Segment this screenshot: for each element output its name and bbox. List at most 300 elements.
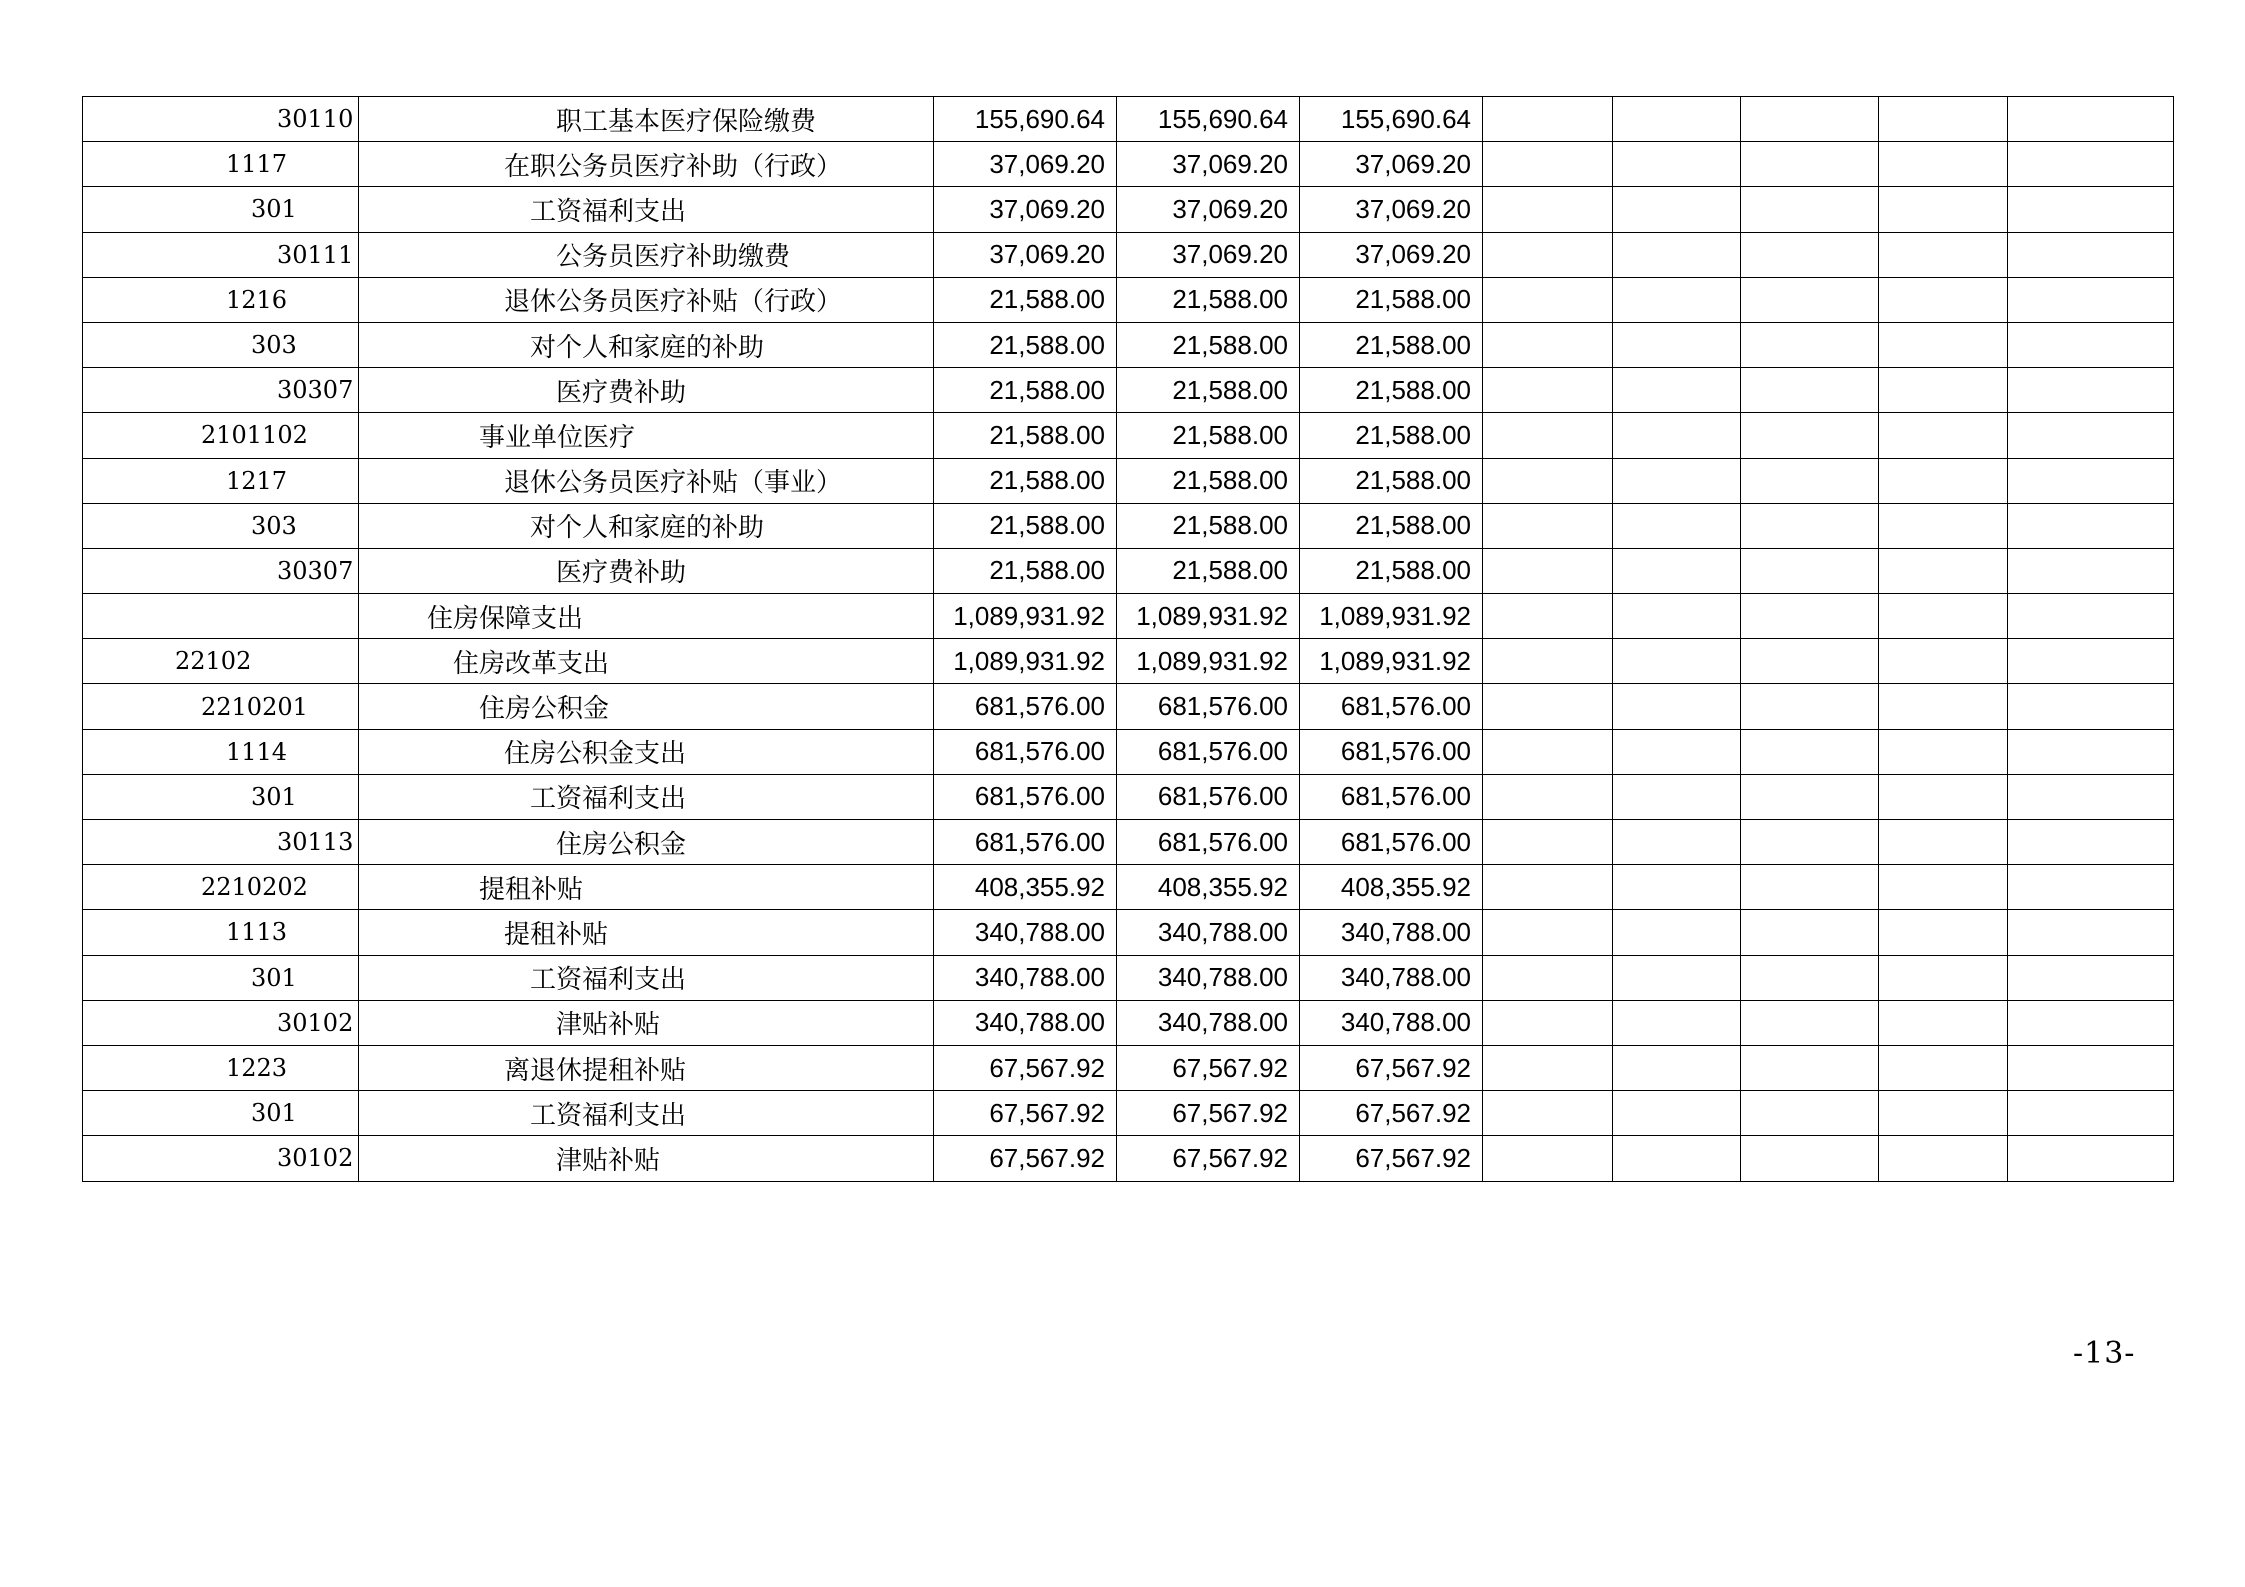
empty-cell-4 bbox=[1879, 142, 2008, 187]
amount-cell-2: 681,576.00 bbox=[1117, 774, 1300, 819]
empty-cell-2 bbox=[1613, 910, 1741, 955]
empty-cell-1 bbox=[1483, 684, 1613, 729]
empty-cell-2 bbox=[1613, 820, 1741, 865]
empty-cell-4 bbox=[1879, 955, 2008, 1000]
empty-cell-2 bbox=[1613, 729, 1741, 774]
account-code-cell bbox=[83, 1000, 359, 1045]
empty-cell-3 bbox=[1741, 1136, 1879, 1181]
account-name-cell bbox=[359, 774, 934, 819]
account-code: 1223 bbox=[226, 1054, 288, 1083]
empty-cell-5 bbox=[2008, 232, 2174, 277]
table-row bbox=[83, 368, 2174, 413]
amount-cell-2: 340,788.00 bbox=[1117, 1000, 1300, 1045]
empty-cell-3 bbox=[1741, 1045, 1879, 1090]
amount-cell-2: 681,576.00 bbox=[1117, 729, 1300, 774]
account-code-cell bbox=[83, 729, 359, 774]
empty-cell-1 bbox=[1483, 322, 1613, 367]
empty-cell-1 bbox=[1483, 97, 1613, 142]
amount-cell-1: 21,588.00 bbox=[934, 503, 1117, 548]
empty-cell-5 bbox=[2008, 910, 2174, 955]
empty-cell-4 bbox=[1879, 232, 2008, 277]
amount-cell-1: 21,588.00 bbox=[934, 413, 1117, 458]
account-code: 301 bbox=[251, 195, 297, 224]
empty-cell-3 bbox=[1741, 142, 1879, 187]
amount-cell-2: 67,567.92 bbox=[1117, 1091, 1300, 1136]
account-code: 2210202 bbox=[201, 873, 308, 902]
empty-cell-3 bbox=[1741, 277, 1879, 322]
amount-cell-3: 21,588.00 bbox=[1300, 413, 1483, 458]
table-row bbox=[83, 142, 2174, 187]
amount-cell-3: 681,576.00 bbox=[1300, 684, 1483, 729]
empty-cell-4 bbox=[1879, 413, 2008, 458]
empty-cell-5 bbox=[2008, 820, 2174, 865]
account-code: 30307 bbox=[277, 376, 354, 405]
empty-cell-2 bbox=[1613, 142, 1741, 187]
amount-cell-2: 37,069.20 bbox=[1117, 232, 1300, 277]
account-code: 2210201 bbox=[201, 692, 308, 721]
account-code-cell bbox=[83, 865, 359, 910]
account-name: 津贴补贴 bbox=[556, 1010, 661, 1041]
empty-cell-4 bbox=[1879, 458, 2008, 503]
account-name: 住房公积金支出 bbox=[504, 739, 687, 770]
empty-cell-2 bbox=[1613, 1136, 1741, 1181]
empty-cell-3 bbox=[1741, 458, 1879, 503]
empty-cell-5 bbox=[2008, 1136, 2174, 1181]
empty-cell-1 bbox=[1483, 1136, 1613, 1181]
amount-cell-2: 21,588.00 bbox=[1117, 503, 1300, 548]
account-code-cell bbox=[83, 820, 359, 865]
table-row bbox=[83, 820, 2174, 865]
empty-cell-4 bbox=[1879, 503, 2008, 548]
amount-cell-3: 155,690.64 bbox=[1300, 97, 1483, 142]
empty-cell-5 bbox=[2008, 503, 2174, 548]
account-name-cell bbox=[359, 322, 934, 367]
empty-cell-2 bbox=[1613, 277, 1741, 322]
account-code: 1114 bbox=[226, 737, 288, 766]
empty-cell-4 bbox=[1879, 1045, 2008, 1090]
account-name-cell bbox=[359, 1000, 934, 1045]
table-row bbox=[83, 413, 2174, 458]
table-row bbox=[83, 322, 2174, 367]
empty-cell-3 bbox=[1741, 232, 1879, 277]
empty-cell-3 bbox=[1741, 548, 1879, 593]
account-code: 2101102 bbox=[201, 421, 308, 450]
account-code-cell bbox=[83, 322, 359, 367]
empty-cell-5 bbox=[2008, 368, 2174, 413]
account-name: 工资福利支出 bbox=[530, 1100, 687, 1131]
amount-cell-3: 37,069.20 bbox=[1300, 187, 1483, 232]
empty-cell-4 bbox=[1879, 368, 2008, 413]
empty-cell-5 bbox=[2008, 277, 2174, 322]
amount-cell-2: 408,355.92 bbox=[1117, 865, 1300, 910]
account-code-cell bbox=[83, 684, 359, 729]
table-row bbox=[83, 639, 2174, 684]
amount-cell-1: 408,355.92 bbox=[934, 865, 1117, 910]
table-row bbox=[83, 955, 2174, 1000]
empty-cell-1 bbox=[1483, 277, 1613, 322]
account-code-cell bbox=[83, 955, 359, 1000]
table-row bbox=[83, 277, 2174, 322]
amount-cell-3: 681,576.00 bbox=[1300, 820, 1483, 865]
account-name-cell bbox=[359, 865, 934, 910]
amount-cell-2: 21,588.00 bbox=[1117, 458, 1300, 503]
amount-cell-3: 21,588.00 bbox=[1300, 458, 1483, 503]
amount-cell-1: 681,576.00 bbox=[934, 684, 1117, 729]
account-name-cell bbox=[359, 97, 934, 142]
amount-cell-3: 681,576.00 bbox=[1300, 774, 1483, 819]
empty-cell-3 bbox=[1741, 865, 1879, 910]
empty-cell-5 bbox=[2008, 97, 2174, 142]
account-name-cell bbox=[359, 187, 934, 232]
empty-cell-3 bbox=[1741, 413, 1879, 458]
page-number: -13- bbox=[2073, 1336, 2136, 1371]
empty-cell-5 bbox=[2008, 955, 2174, 1000]
account-name: 退休公务员医疗补贴（事业） bbox=[504, 468, 843, 499]
empty-cell-2 bbox=[1613, 1045, 1741, 1090]
empty-cell-5 bbox=[2008, 1091, 2174, 1136]
amount-cell-3: 340,788.00 bbox=[1300, 955, 1483, 1000]
empty-cell-5 bbox=[2008, 142, 2174, 187]
empty-cell-4 bbox=[1879, 97, 2008, 142]
amount-cell-2: 681,576.00 bbox=[1117, 684, 1300, 729]
table-row bbox=[83, 458, 2174, 503]
empty-cell-5 bbox=[2008, 684, 2174, 729]
amount-cell-2: 155,690.64 bbox=[1117, 97, 1300, 142]
amount-cell-3: 67,567.92 bbox=[1300, 1045, 1483, 1090]
table-row bbox=[83, 684, 2174, 729]
table-row bbox=[83, 774, 2174, 819]
account-code-cell bbox=[83, 187, 359, 232]
account-code: 303 bbox=[251, 331, 297, 360]
account-name-cell bbox=[359, 503, 934, 548]
empty-cell-4 bbox=[1879, 910, 2008, 955]
amount-cell-1: 67,567.92 bbox=[934, 1091, 1117, 1136]
account-code: 30307 bbox=[277, 556, 354, 585]
empty-cell-5 bbox=[2008, 548, 2174, 593]
empty-cell-5 bbox=[2008, 322, 2174, 367]
empty-cell-1 bbox=[1483, 368, 1613, 413]
empty-cell-5 bbox=[2008, 865, 2174, 910]
table-row bbox=[83, 729, 2174, 774]
empty-cell-2 bbox=[1613, 97, 1741, 142]
amount-cell-2: 67,567.92 bbox=[1117, 1045, 1300, 1090]
empty-cell-5 bbox=[2008, 1000, 2174, 1045]
empty-cell-4 bbox=[1879, 684, 2008, 729]
account-code: 30113 bbox=[277, 828, 354, 857]
account-name-cell bbox=[359, 955, 934, 1000]
empty-cell-3 bbox=[1741, 1000, 1879, 1045]
empty-cell-5 bbox=[2008, 774, 2174, 819]
account-code: 30111 bbox=[277, 240, 354, 269]
empty-cell-2 bbox=[1613, 187, 1741, 232]
amount-cell-1: 155,690.64 bbox=[934, 97, 1117, 142]
account-name-cell bbox=[359, 729, 934, 774]
account-code-cell bbox=[83, 594, 359, 639]
empty-cell-1 bbox=[1483, 1045, 1613, 1090]
account-code-cell bbox=[83, 413, 359, 458]
empty-cell-1 bbox=[1483, 865, 1613, 910]
account-name-cell bbox=[359, 684, 934, 729]
amount-cell-3: 340,788.00 bbox=[1300, 910, 1483, 955]
account-name: 退休公务员医疗补贴（行政） bbox=[504, 287, 843, 318]
amount-cell-3: 21,588.00 bbox=[1300, 503, 1483, 548]
empty-cell-4 bbox=[1879, 774, 2008, 819]
empty-cell-1 bbox=[1483, 232, 1613, 277]
empty-cell-1 bbox=[1483, 955, 1613, 1000]
account-name: 提租补贴 bbox=[504, 919, 609, 950]
account-name-cell bbox=[359, 232, 934, 277]
empty-cell-5 bbox=[2008, 458, 2174, 503]
amount-cell-2: 37,069.20 bbox=[1117, 187, 1300, 232]
account-code-cell bbox=[83, 1045, 359, 1090]
account-code: 30110 bbox=[277, 105, 354, 134]
account-name: 事业单位医疗 bbox=[479, 422, 636, 453]
table-row bbox=[83, 232, 2174, 277]
account-code: 301 bbox=[251, 963, 297, 992]
amount-cell-1: 67,567.92 bbox=[934, 1045, 1117, 1090]
account-name: 住房保障支出 bbox=[427, 603, 584, 634]
account-code-cell bbox=[83, 277, 359, 322]
amount-cell-2: 1,089,931.92 bbox=[1117, 594, 1300, 639]
empty-cell-2 bbox=[1613, 368, 1741, 413]
amount-cell-1: 340,788.00 bbox=[934, 955, 1117, 1000]
empty-cell-2 bbox=[1613, 865, 1741, 910]
account-name-cell bbox=[359, 1136, 934, 1181]
account-code: 1113 bbox=[226, 918, 288, 947]
amount-cell-1: 37,069.20 bbox=[934, 142, 1117, 187]
table-row bbox=[83, 503, 2174, 548]
empty-cell-3 bbox=[1741, 729, 1879, 774]
empty-cell-2 bbox=[1613, 639, 1741, 684]
empty-cell-2 bbox=[1613, 503, 1741, 548]
amount-cell-1: 37,069.20 bbox=[934, 187, 1117, 232]
account-name-cell bbox=[359, 142, 934, 187]
empty-cell-3 bbox=[1741, 503, 1879, 548]
empty-cell-2 bbox=[1613, 548, 1741, 593]
account-name: 工资福利支出 bbox=[530, 784, 687, 815]
empty-cell-1 bbox=[1483, 774, 1613, 819]
account-name-cell bbox=[359, 1091, 934, 1136]
account-name: 对个人和家庭的补助 bbox=[530, 513, 765, 544]
empty-cell-5 bbox=[2008, 1045, 2174, 1090]
amount-cell-1: 1,089,931.92 bbox=[934, 639, 1117, 684]
empty-cell-2 bbox=[1613, 232, 1741, 277]
table-row bbox=[83, 910, 2174, 955]
empty-cell-2 bbox=[1613, 684, 1741, 729]
empty-cell-4 bbox=[1879, 1000, 2008, 1045]
empty-cell-1 bbox=[1483, 548, 1613, 593]
account-code: 22102 bbox=[175, 647, 252, 676]
amount-cell-3: 1,089,931.92 bbox=[1300, 639, 1483, 684]
amount-cell-2: 21,588.00 bbox=[1117, 368, 1300, 413]
account-name-cell bbox=[359, 639, 934, 684]
empty-cell-2 bbox=[1613, 774, 1741, 819]
empty-cell-5 bbox=[2008, 413, 2174, 458]
empty-cell-1 bbox=[1483, 1091, 1613, 1136]
empty-cell-2 bbox=[1613, 1091, 1741, 1136]
amount-cell-2: 67,567.92 bbox=[1117, 1136, 1300, 1181]
empty-cell-1 bbox=[1483, 910, 1613, 955]
account-name-cell bbox=[359, 820, 934, 865]
amount-cell-3: 681,576.00 bbox=[1300, 729, 1483, 774]
amount-cell-3: 37,069.20 bbox=[1300, 232, 1483, 277]
table-row bbox=[83, 1000, 2174, 1045]
account-code-cell bbox=[83, 97, 359, 142]
amount-cell-3: 340,788.00 bbox=[1300, 1000, 1483, 1045]
account-code-cell bbox=[83, 639, 359, 684]
table-row bbox=[83, 97, 2174, 142]
account-code-cell bbox=[83, 503, 359, 548]
amount-cell-2: 21,588.00 bbox=[1117, 277, 1300, 322]
empty-cell-5 bbox=[2008, 187, 2174, 232]
amount-cell-2: 21,588.00 bbox=[1117, 322, 1300, 367]
account-name: 工资福利支出 bbox=[530, 196, 687, 227]
amount-cell-1: 67,567.92 bbox=[934, 1136, 1117, 1181]
empty-cell-2 bbox=[1613, 458, 1741, 503]
empty-cell-1 bbox=[1483, 142, 1613, 187]
amount-cell-2: 340,788.00 bbox=[1117, 955, 1300, 1000]
table-row bbox=[83, 1045, 2174, 1090]
empty-cell-1 bbox=[1483, 413, 1613, 458]
empty-cell-4 bbox=[1879, 820, 2008, 865]
table-row bbox=[83, 1091, 2174, 1136]
empty-cell-4 bbox=[1879, 277, 2008, 322]
empty-cell-4 bbox=[1879, 1091, 2008, 1136]
amount-cell-3: 408,355.92 bbox=[1300, 865, 1483, 910]
account-name: 在职公务员医疗补助（行政） bbox=[504, 151, 843, 182]
empty-cell-2 bbox=[1613, 955, 1741, 1000]
amount-cell-1: 681,576.00 bbox=[934, 820, 1117, 865]
amount-cell-1: 37,069.20 bbox=[934, 232, 1117, 277]
empty-cell-2 bbox=[1613, 413, 1741, 458]
account-code: 303 bbox=[251, 511, 297, 540]
empty-cell-5 bbox=[2008, 729, 2174, 774]
amount-cell-1: 681,576.00 bbox=[934, 774, 1117, 819]
amount-cell-1: 21,588.00 bbox=[934, 277, 1117, 322]
account-code: 301 bbox=[251, 1099, 297, 1128]
amount-cell-1: 21,588.00 bbox=[934, 368, 1117, 413]
empty-cell-1 bbox=[1483, 820, 1613, 865]
account-name: 工资福利支出 bbox=[530, 965, 687, 996]
account-name: 住房改革支出 bbox=[453, 648, 610, 679]
account-code-cell bbox=[83, 910, 359, 955]
empty-cell-5 bbox=[2008, 594, 2174, 639]
account-code-cell bbox=[83, 1091, 359, 1136]
empty-cell-2 bbox=[1613, 594, 1741, 639]
empty-cell-5 bbox=[2008, 639, 2174, 684]
amount-cell-2: 340,788.00 bbox=[1117, 910, 1300, 955]
amount-cell-3: 67,567.92 bbox=[1300, 1091, 1483, 1136]
amount-cell-1: 1,089,931.92 bbox=[934, 594, 1117, 639]
account-name-cell bbox=[359, 458, 934, 503]
amount-cell-2: 1,089,931.92 bbox=[1117, 639, 1300, 684]
account-code-cell bbox=[83, 368, 359, 413]
empty-cell-4 bbox=[1879, 639, 2008, 684]
amount-cell-2: 681,576.00 bbox=[1117, 820, 1300, 865]
amount-cell-2: 21,588.00 bbox=[1117, 413, 1300, 458]
amount-cell-3: 21,588.00 bbox=[1300, 548, 1483, 593]
empty-cell-4 bbox=[1879, 322, 2008, 367]
empty-cell-1 bbox=[1483, 729, 1613, 774]
empty-cell-4 bbox=[1879, 729, 2008, 774]
account-code-cell bbox=[83, 232, 359, 277]
empty-cell-3 bbox=[1741, 594, 1879, 639]
account-code: 1216 bbox=[226, 285, 288, 314]
account-name-cell bbox=[359, 413, 934, 458]
empty-cell-4 bbox=[1879, 548, 2008, 593]
amount-cell-2: 21,588.00 bbox=[1117, 548, 1300, 593]
account-name-cell bbox=[359, 910, 934, 955]
empty-cell-3 bbox=[1741, 639, 1879, 684]
table-row bbox=[83, 865, 2174, 910]
empty-cell-3 bbox=[1741, 910, 1879, 955]
empty-cell-3 bbox=[1741, 774, 1879, 819]
account-name-cell bbox=[359, 548, 934, 593]
empty-cell-3 bbox=[1741, 820, 1879, 865]
account-code-cell bbox=[83, 458, 359, 503]
empty-cell-1 bbox=[1483, 458, 1613, 503]
amount-cell-1: 340,788.00 bbox=[934, 910, 1117, 955]
empty-cell-2 bbox=[1613, 1000, 1741, 1045]
table-row bbox=[83, 594, 2174, 639]
empty-cell-4 bbox=[1879, 1136, 2008, 1181]
account-name: 公务员医疗补助缴费 bbox=[556, 242, 791, 273]
budget-table bbox=[82, 96, 2174, 1182]
amount-cell-3: 21,588.00 bbox=[1300, 368, 1483, 413]
account-code: 1117 bbox=[226, 150, 288, 179]
empty-cell-3 bbox=[1741, 1091, 1879, 1136]
empty-cell-3 bbox=[1741, 187, 1879, 232]
empty-cell-3 bbox=[1741, 368, 1879, 413]
empty-cell-1 bbox=[1483, 594, 1613, 639]
amount-cell-3: 1,089,931.92 bbox=[1300, 594, 1483, 639]
table-row bbox=[83, 1136, 2174, 1181]
account-name-cell bbox=[359, 1045, 934, 1090]
empty-cell-2 bbox=[1613, 322, 1741, 367]
empty-cell-1 bbox=[1483, 1000, 1613, 1045]
account-name: 医疗费补助 bbox=[556, 377, 687, 408]
empty-cell-3 bbox=[1741, 684, 1879, 729]
table-row bbox=[83, 548, 2174, 593]
account-name-cell bbox=[359, 594, 934, 639]
amount-cell-2: 37,069.20 bbox=[1117, 142, 1300, 187]
empty-cell-1 bbox=[1483, 187, 1613, 232]
account-code: 30102 bbox=[277, 1008, 354, 1037]
amount-cell-1: 21,588.00 bbox=[934, 458, 1117, 503]
amount-cell-3: 21,588.00 bbox=[1300, 322, 1483, 367]
empty-cell-3 bbox=[1741, 97, 1879, 142]
account-name: 津贴补贴 bbox=[556, 1145, 661, 1176]
account-code-cell bbox=[83, 774, 359, 819]
account-code: 1217 bbox=[226, 466, 288, 495]
empty-cell-3 bbox=[1741, 322, 1879, 367]
account-name-cell bbox=[359, 277, 934, 322]
account-name: 职工基本医疗保险缴费 bbox=[556, 106, 817, 137]
amount-cell-1: 681,576.00 bbox=[934, 729, 1117, 774]
empty-cell-4 bbox=[1879, 865, 2008, 910]
account-name-cell bbox=[359, 368, 934, 413]
account-name: 对个人和家庭的补助 bbox=[530, 332, 765, 363]
account-code: 301 bbox=[251, 782, 297, 811]
account-name: 提租补贴 bbox=[479, 874, 584, 905]
empty-cell-1 bbox=[1483, 503, 1613, 548]
amount-cell-3: 67,567.92 bbox=[1300, 1136, 1483, 1181]
amount-cell-1: 340,788.00 bbox=[934, 1000, 1117, 1045]
amount-cell-3: 37,069.20 bbox=[1300, 142, 1483, 187]
table-row bbox=[83, 187, 2174, 232]
account-name: 住房公积金 bbox=[556, 829, 687, 860]
empty-cell-1 bbox=[1483, 639, 1613, 684]
